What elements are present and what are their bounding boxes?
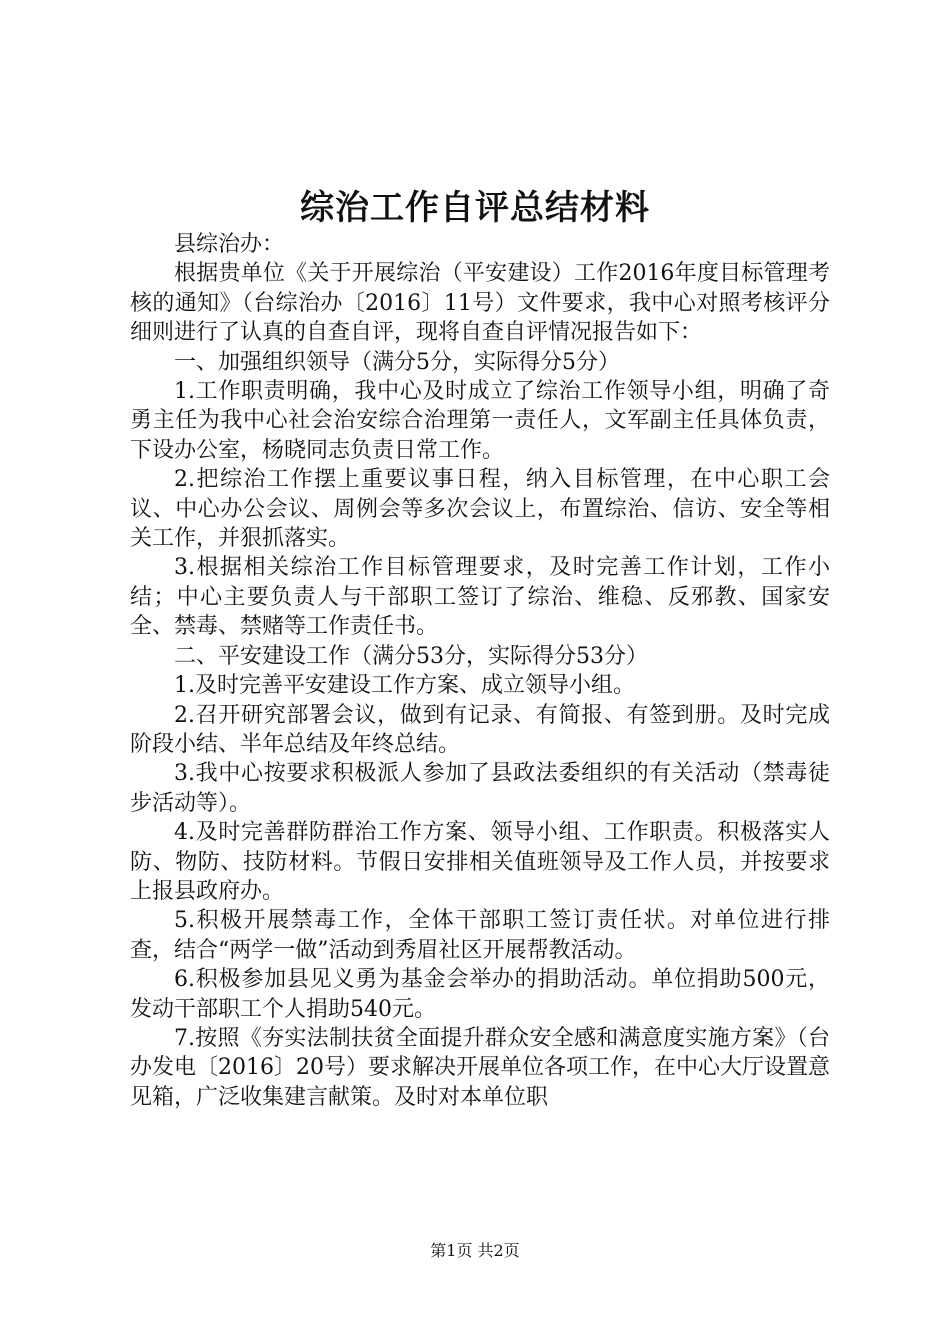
document-body bbox=[130, 230, 830, 1112]
paragraph: 1.及时完善平安建设工作方案、成立领导小组。 bbox=[174, 673, 635, 699]
paragraph: 2.把综治工作摆上重要议事日程，纳入目标管理，在中心职工会议、中心办公会议、周例会等多次会议上，布置综治、信访、安全等相关工作，并狠抓落实。 bbox=[130, 467, 830, 552]
paragraph: 6.积极参加县见义勇为基金会举办的捐助活动。单位捐助500元，发动干部职工个人捐助540元。 bbox=[130, 967, 830, 1022]
paragraph: 4.及时完善群防群治工作方案、领导小组、工作职责。积极落实人防、物防、技防材料。节假日安排相关值班领导及工作人员，并按要求上报县政府办。 bbox=[130, 820, 830, 904]
page-footer: 第1页 共2页 bbox=[430, 1241, 520, 1260]
paragraph-intro: 根据贵单位《关于开展综治（平安建设）工作2016年度目标管理考核的通知》（台综治办〔2016〕11号）文件要求，我中心对照考核评分细则进行了认真的自查自评，现将自查自评情况报告如下： bbox=[130, 261, 830, 346]
paragraph: 2.召开研究部署会议，做到有记录、有简报、有签到册。及时完成阶段小结、半年总结及年终总结。 bbox=[130, 702, 830, 757]
paragraph: 3.我中心按要求积极派人参加了县政法委组织的有关活动（禁毒徒步活动等）。 bbox=[130, 761, 830, 816]
paragraph: 5.积极开展禁毒工作，全体干部职工签订责任状。对单位进行排查，结合“两学一做”活动到秀眉社区开展帮教活动。 bbox=[130, 908, 830, 963]
section-heading-2: 二、平安建设工作（满分53分，实际得分53分） bbox=[174, 643, 648, 669]
paragraph: 1.工作职责明确，我中心及时成立了综治工作领导小组，明确了奇勇主任为我中心社会治安综合治理第一责任人，文军副主任具体负责，下设办公室，杨晓同志负责日常工作。 bbox=[130, 379, 830, 463]
paragraph: 3.根据相关综治工作目标管理要求，及时完善工作计划，工作小结；中心主要负责人与干部职工签订了综治、维稳、反邪教、国家安全、禁毒、禁赌等工作责任书。 bbox=[130, 555, 830, 640]
document-title: 综治工作自评总结材料 bbox=[300, 188, 650, 228]
paragraph-salutation: 县综治办： bbox=[174, 232, 285, 257]
section-heading-1: 一、加强组织领导（满分5分，实际得分5分） bbox=[174, 349, 620, 375]
paragraph: 7.按照《夯实法制扶贫全面提升群众安全感和满意度实施方案》（台办发电〔2016〕20号）要求解决开展单位各项工作，在中心大厅设置意见箱，广泛收集建言献策。及时对本单位职 bbox=[130, 1025, 830, 1110]
